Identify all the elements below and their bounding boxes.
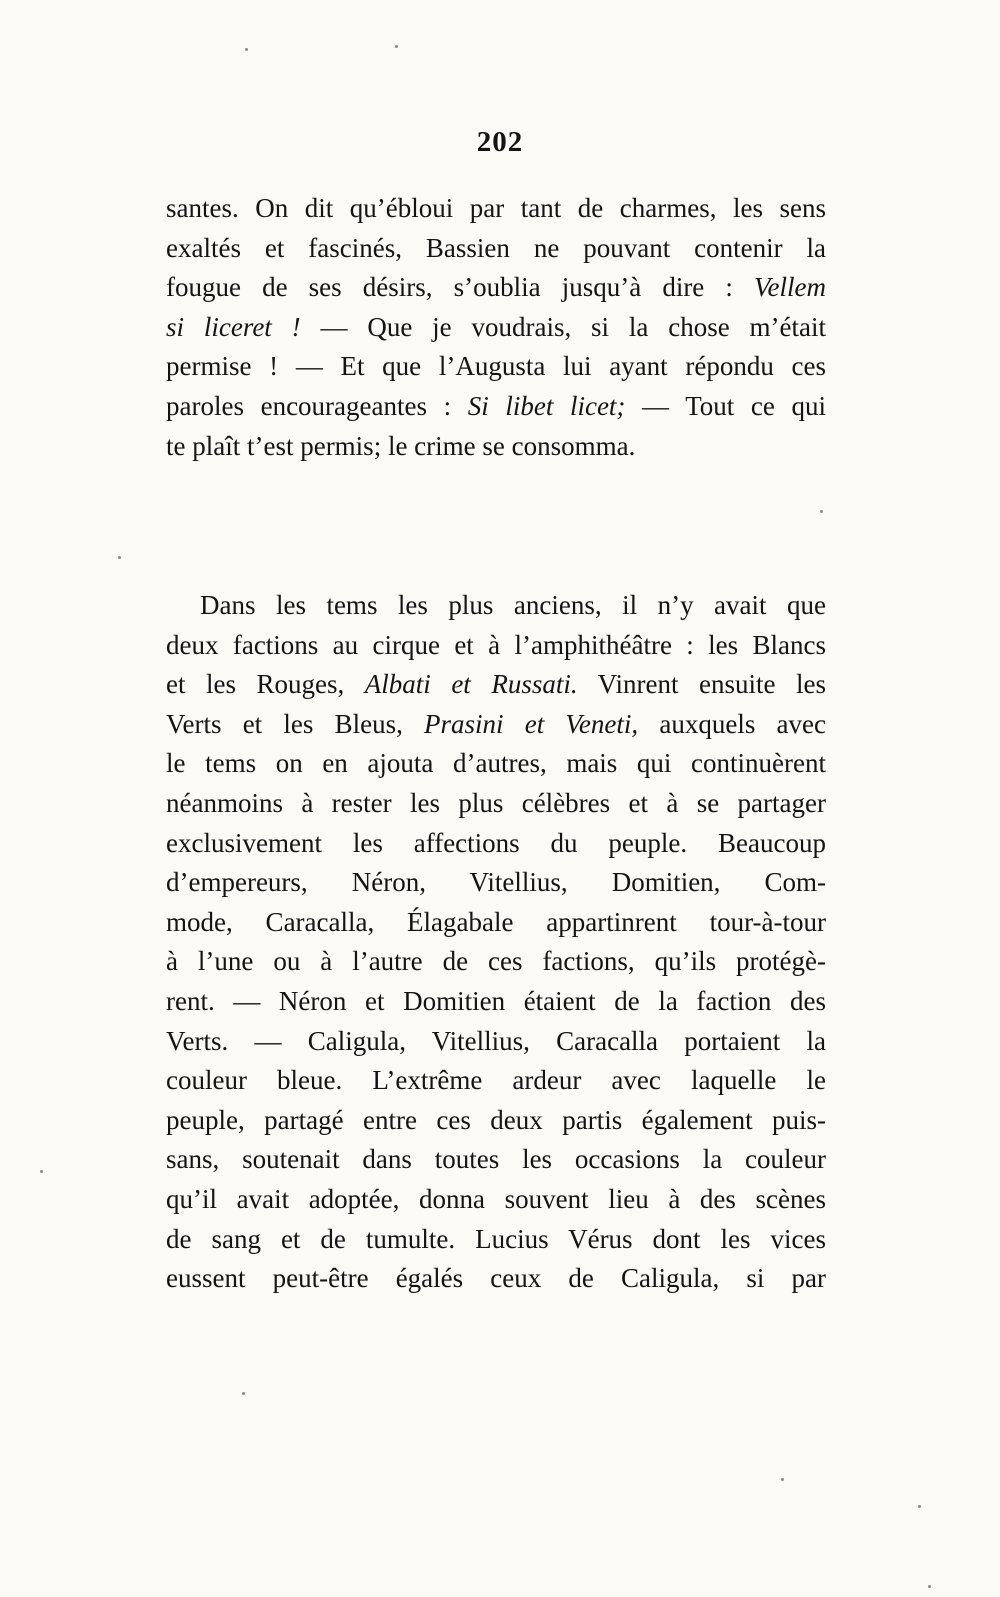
text-run: néanmoins à rester les plus célèbres et à se partager: [166, 787, 826, 818]
text-line: [166, 1220, 826, 1260]
text-line: [166, 784, 826, 824]
text-run: le tems on en ajouta d’autres, mais qui continuèrent: [166, 748, 826, 779]
scan-speck: [245, 48, 248, 51]
scan-speck: [395, 45, 398, 48]
text-run: permise ! — Et que l’Augusta lui ayant répondu ces: [166, 351, 826, 382]
scan-speck: [820, 510, 823, 513]
text-line: [166, 744, 826, 784]
text-line: [166, 347, 826, 387]
text-run: et les Rouges,: [166, 669, 365, 700]
text-run: Verts et les Bleus,: [166, 708, 425, 739]
text-line: [166, 1180, 826, 1220]
text-run: couleur bleue. L’extrême ardeur avec laquelle le: [166, 1065, 826, 1096]
text-run: eussent peut-être égalés ceux de Caligula, si par: [166, 1263, 826, 1294]
paragraph-2: [166, 586, 826, 1299]
text-line: [166, 942, 826, 982]
text-run: de sang et de tumulte. Lucius Vérus dont les vices: [166, 1223, 826, 1254]
scan-speck: [781, 1478, 784, 1481]
text-run: deux factions au cirque et à l’amphithéâtre : les Blancs: [166, 629, 826, 660]
italic-text: Prasini et Veneti,: [424, 708, 639, 739]
text-line: [166, 229, 826, 269]
text-line: [166, 387, 826, 427]
text-line: [166, 1061, 826, 1101]
text-line: [166, 427, 826, 467]
text-line: [166, 189, 826, 229]
text-line: [166, 1259, 826, 1299]
text-run: santes. On dit qu’ébloui par tant de charmes, les sens: [166, 193, 826, 223]
text-run: qu’il avait adoptée, donna souvent lieu à des scènes: [166, 1183, 826, 1214]
text-run: à l’une ou à l’autre de ces factions, qu’ils protégè-: [166, 946, 826, 977]
text-line: [166, 982, 826, 1022]
text-run: paroles encourageantes :: [166, 390, 468, 421]
italic-text: Si libet licet;: [467, 390, 626, 421]
text-line: [166, 586, 826, 626]
text-line: [166, 1140, 826, 1180]
text-line: [166, 705, 826, 745]
text-line: [166, 1101, 826, 1141]
scan-speck: [242, 1392, 245, 1395]
scan-speck: [40, 1170, 43, 1173]
text-run: fougue de ses désirs, s’oublia jusqu’à dire :: [166, 272, 755, 303]
scan-speck: [928, 1585, 931, 1588]
text-line: [166, 308, 826, 348]
paragraph-1: [166, 189, 826, 466]
text-line: [166, 1022, 826, 1062]
text-line: [166, 665, 826, 705]
italic-text: Vellem: [754, 272, 826, 303]
text-line: [166, 903, 826, 943]
text-run: d’empereurs, Néron, Vitellius, Domitien, Com-: [166, 867, 826, 898]
scan-speck: [918, 1505, 921, 1508]
text-line: [166, 268, 826, 308]
text-line: [166, 626, 826, 666]
italic-text: Albati et Russati.: [364, 669, 578, 700]
page-number: 202: [476, 126, 524, 158]
text-run: exaltés et fascinés, Bassien ne pouvant contenir la: [166, 232, 826, 263]
text-line: [166, 824, 826, 864]
text-run: Verts. — Caligula, Vitellius, Caracalla portaient la: [166, 1025, 826, 1056]
text-line: [166, 863, 826, 903]
text-run: — Que je voudrais, si la chose m’était: [300, 311, 826, 342]
text-run: peuple, partagé entre ces deux partis également puis-: [166, 1104, 826, 1135]
text-run: auxquels avec: [638, 708, 826, 739]
text-run: te plaît t’est permis; le crime se consomma.: [166, 430, 636, 461]
scan-speck: [118, 556, 121, 559]
text-run: exclusivement les affections du peuple. Beaucoup: [166, 827, 826, 858]
text-run: — Tout ce qui: [625, 390, 827, 421]
text-run: rent. — Néron et Domitien étaient de la faction des: [166, 985, 826, 1016]
text-run: Dans les tems les plus anciens, il n’y avait que: [200, 590, 826, 620]
italic-text: si liceret !: [166, 311, 301, 342]
text-run: sans, soutenait dans toutes les occasions la couleur: [166, 1144, 826, 1175]
text-run: Vinrent ensuite les: [577, 669, 826, 700]
text-run: mode, Caracalla, Élagabale appartinrent tour-à-tour: [166, 906, 826, 937]
